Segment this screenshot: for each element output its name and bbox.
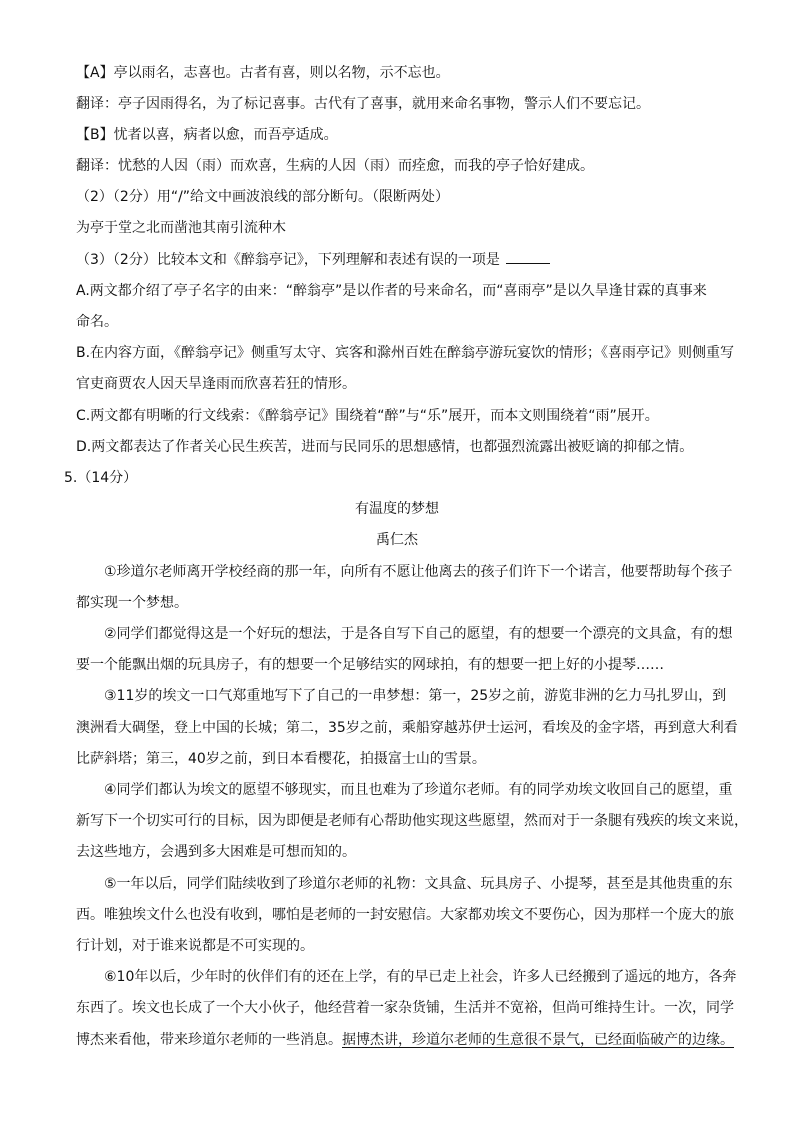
option-d: D.两文都表达了作者关心民生疾苦，进而与民同乐的思想感情，也都强烈流露出被贬谪的抑郁之情。	[76, 439, 694, 455]
para-2-line1: ②同学们都觉得这是一个好玩的想法，于是各自写下自己的愿望，有的想要一个漂亮的文具盒，有的想	[104, 626, 733, 642]
line-b-text: 【B】忧者以喜，病者以愈，而吾亭适成。	[76, 127, 338, 143]
article-author: 禹仁杰	[376, 532, 418, 548]
para-6-line3	[76, 1030, 734, 1050]
para-6-line3-plain: 博杰来看他，带来珍道尔老师的一些消息。	[76, 1032, 342, 1048]
para-2-line2: 要一个能飘出烟的玩具房子，有的想要一个足够结实的网球拍，有的想要一把上好的小提琴……	[76, 657, 664, 673]
para-1-line2: 都实现一个梦想。	[76, 595, 188, 611]
para-6-line2: 东西了。埃文也长成了一个大小伙子，他经营着一家杂货铺，生活并不宽裕，但尚可维持生计。一次，同学	[76, 1000, 734, 1016]
para-3-line3: 比萨斜塔；第三，40岁之前，到日本看樱花，拍摄富士山的雪景。	[76, 751, 486, 767]
option-b-line1: B.在内容方面，《醉翁亭记》侧重写太守、宾客和滁州百姓在醉翁亭游玩宴饮的情形；《喜雨亭记》则侧重写	[76, 345, 735, 361]
para-1-line1: ①珍道尔老师离开学校经商的那一年，向所有不愿让他离去的孩子们许下一个诺言，他要帮助每个孩子	[104, 564, 733, 580]
para-6-line1: ⑥10年以后，少年时的伙伴们有的还在上学，有的早已走上社会，许多人已经搬到了遥远的地方，各奔	[104, 969, 737, 985]
question-2-sentence: 为亭于堂之北而凿池其南引流种木	[76, 220, 286, 236]
option-b-line2: 官吏商贾农人因天旱逢雨而欣喜若狂的情形。	[76, 376, 356, 392]
option-a-line2: 命名。	[76, 314, 118, 330]
para-5-line2: 西。唯独埃文什么也没有收到，哪怕是老师的一封安慰信。大家都劝埃文不要伤心，因为那样一个庞大的旅	[76, 907, 734, 923]
question-5-header: 5.（14分）	[64, 470, 138, 486]
article-title: 有温度的梦想	[355, 501, 439, 517]
question-3	[76, 250, 550, 270]
option-c: C.两文都有明晰的行文线索：《醉翁亭记》围绕着“醉”与“乐”展开，而本文则围绕着“雨”展开。	[76, 408, 659, 424]
line-a-translation: 翻译：亭子因雨得名，为了标记喜事。古代有了喜事，就用来命名事物，警示人们不要忘记。	[76, 96, 650, 112]
question-2: （2）（2分）用“/”给文中画波浪线的部分断句。（限断两处）	[76, 189, 450, 205]
option-a-line1: A.两文都介绍了亭子名字的由来：“醉翁亭”是以作者的号来命名，而“喜雨亭”是以久旱逢甘霖的真事来	[76, 283, 707, 299]
para-4-line3: 去这些地方，会遇到多大困难是可想而知的。	[76, 844, 356, 860]
line-b-translation: 翻译：忧愁的人因（雨）而欢喜，生病的人因（雨）而痊愈，而我的亭子恰好建成。	[76, 158, 594, 174]
para-4-line2: 新写下一个切实可行的目标，因为即便是老师有心帮助他实现这些愿望，然而对于一条腿有残疾的埃文来说，	[76, 813, 748, 829]
para-5-line3: 行计划，对于谁来说都是不可实现的。	[76, 938, 314, 954]
para-3-line1: ③11岁的埃文一口气郑重地写下了自己的一串梦想：第一，25岁之前，游览非洲的乞力马扎罗山，到	[104, 688, 727, 704]
para-5-line1: ⑤一年以后，同学们陆续收到了珍道尔老师的礼物：文具盒、玩具房子、小提琴，甚至是其他贵重的东	[104, 876, 733, 892]
answer-blank[interactable]	[506, 251, 550, 264]
question-3-text: （3）（2分）比较本文和《醉翁亭记》，下列理解和表述有误的一项是	[76, 252, 500, 268]
para-6-line3-underlined: 据博杰讲，珍道尔老师的生意很不景气，已经面临破产的边缘。	[342, 1032, 734, 1048]
para-3-line2: 澳洲看大碉堡，登上中国的长城；第二，35岁之前，乘船穿越苏伊士运河，看埃及的金字塔，再到意大利看	[76, 720, 738, 736]
line-a-text: 【A】亭以雨名，志喜也。古者有喜，则以名物，示不忘也。	[76, 65, 450, 81]
para-4-line1: ④同学们都认为埃文的愿望不够现实，而且也难为了珍道尔老师。有的同学劝埃文收回自己的愿望，重	[104, 782, 733, 798]
